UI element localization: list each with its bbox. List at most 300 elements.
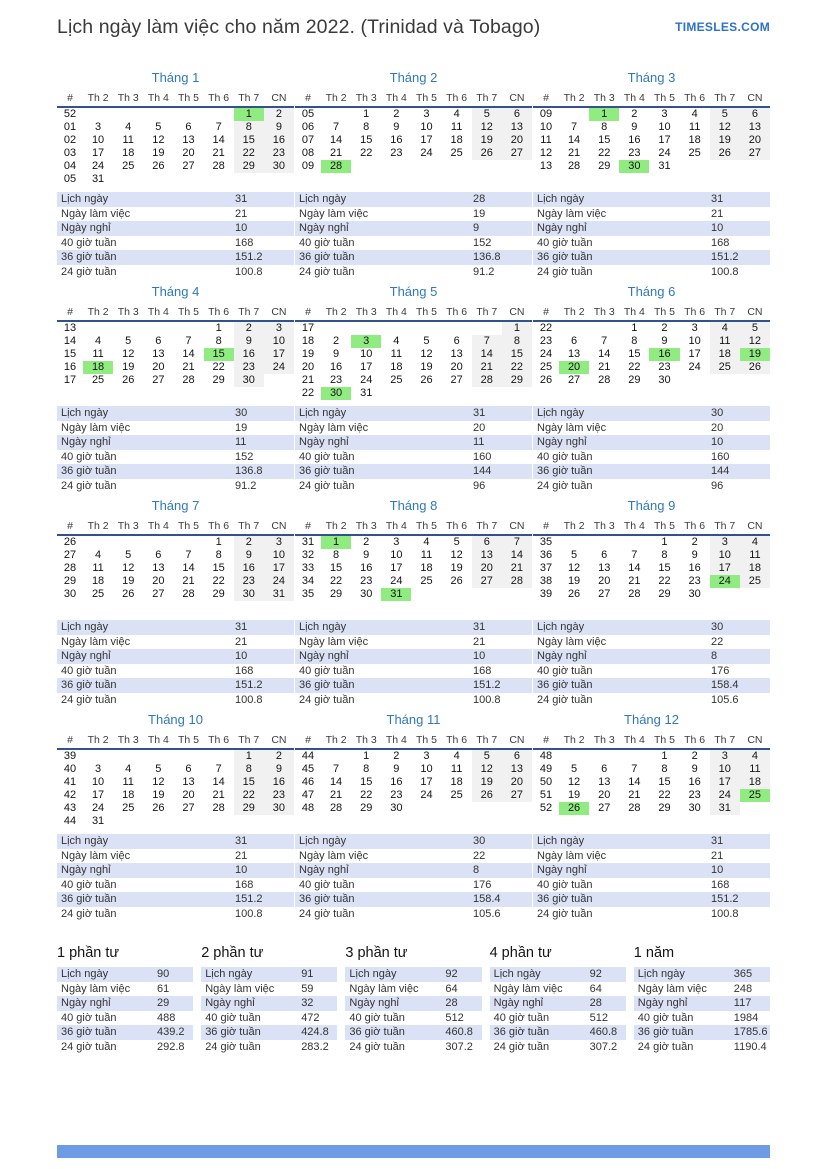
stat-row (57, 265, 294, 280)
stat-row (533, 849, 770, 864)
weekday-header: Th 4 (143, 733, 173, 749)
empty-day-cell (559, 749, 589, 763)
month-calendar (295, 733, 532, 815)
stat-row (533, 834, 770, 849)
stat-row (295, 421, 532, 436)
stat-label: 36 giờ tuần (299, 679, 355, 692)
stat-row (533, 678, 770, 693)
day-cell: 18 (122, 147, 135, 159)
day-cell: 12 (152, 776, 165, 788)
day-cell: 5 (125, 549, 132, 561)
stat-label: 40 giờ tuần (493, 1011, 550, 1024)
day-cell: 15 (658, 776, 671, 788)
week-row (57, 789, 294, 802)
weekday-header: Th 7 (472, 519, 502, 535)
stat-label: Ngày nghỉ (537, 436, 587, 449)
calendar-body (533, 107, 770, 173)
weekday-header: CN (264, 91, 294, 107)
day-cell: 9 (393, 121, 400, 133)
stat-value: 512 (589, 1011, 608, 1024)
week-number: 14 (63, 335, 77, 347)
stat-row (295, 863, 532, 878)
holiday-day-cell: 26 (559, 802, 589, 815)
stat-value: 91 (301, 968, 314, 981)
day-cell: 29 (234, 160, 264, 173)
stat-row (57, 479, 294, 494)
calendar-head (295, 519, 532, 535)
week-number: 32 (301, 549, 315, 561)
weekday-header: Th 5 (173, 519, 203, 535)
day-cell: 7 (185, 335, 192, 347)
weekday-header: Th 4 (381, 733, 411, 749)
week-row (295, 802, 532, 815)
day-cell: 17 (390, 562, 403, 574)
stat-row (490, 982, 626, 997)
empty-day-cell (381, 160, 411, 173)
day-cell: 1 (661, 750, 668, 762)
day-cell: 25 (688, 147, 701, 159)
month-block (533, 284, 770, 498)
weekday-header: Th 2 (321, 91, 351, 107)
stat-row (533, 878, 770, 893)
stat-label: 24 giờ tuần (61, 479, 117, 492)
day-cell: 9 (264, 121, 294, 134)
empty-day-cell (502, 588, 532, 601)
stat-value: 96 (711, 479, 724, 492)
day-cell: 16 (688, 562, 701, 574)
day-cell: 13 (502, 121, 532, 134)
stat-label: 36 giờ tuần (61, 465, 117, 478)
stat-label: 36 giờ tuần (537, 251, 593, 264)
stat-row (533, 863, 770, 878)
empty-day-cell (173, 321, 203, 335)
week-row (533, 749, 770, 763)
weekday-header: # (57, 91, 83, 107)
day-cell: 4 (125, 121, 132, 133)
day-cell: 13 (598, 562, 611, 574)
empty-day-cell (173, 173, 203, 186)
holiday-day-cell: 31 (381, 588, 411, 601)
stat-value: 30 (711, 621, 724, 634)
weekday-header: Th 5 (649, 305, 679, 321)
week-row (57, 335, 294, 348)
empty-day-cell (321, 749, 351, 763)
week-number: 15 (63, 348, 77, 360)
day-cell: 19 (122, 575, 135, 587)
stat-row (295, 620, 532, 635)
calendar-body (57, 107, 294, 186)
calendar-body (533, 535, 770, 601)
stat-value: 19 (473, 207, 486, 220)
day-cell: 11 (740, 549, 770, 562)
day-cell: 25 (122, 802, 135, 814)
stat-value: 21 (235, 207, 248, 220)
week-number: 42 (63, 789, 77, 801)
month-block (533, 498, 770, 712)
day-cell: 29 (212, 588, 225, 600)
stat-label: Ngày làm việc (299, 207, 369, 220)
weekday-header: Th 7 (710, 519, 740, 535)
week-row (533, 361, 770, 374)
stat-label: Lịch ngày (537, 621, 585, 634)
day-cell: 23 (390, 789, 403, 801)
stat-label: 24 giờ tuần (205, 1040, 261, 1053)
day-cell: 23 (628, 147, 641, 159)
stat-label: 24 giờ tuần (61, 265, 117, 278)
stat-value: 21 (235, 635, 248, 648)
stat-row (295, 265, 532, 280)
stat-value: 21 (473, 635, 486, 648)
calendar-body (533, 321, 770, 387)
day-cell: 25 (91, 588, 105, 600)
day-cell: 14 (502, 549, 532, 562)
stat-value: 11 (235, 436, 247, 449)
week-number: 25 (539, 361, 553, 373)
stat-value: 100.8 (235, 693, 263, 706)
stat-value: 30 (473, 835, 486, 848)
empty-day-cell (321, 107, 351, 121)
month-block (295, 498, 532, 712)
empty-day-cell (113, 535, 143, 549)
stat-label: Ngày nghỉ (61, 222, 111, 235)
stat-label: 24 giờ tuần (537, 265, 593, 278)
day-cell: 9 (691, 763, 698, 775)
month-block (295, 284, 532, 498)
stat-value: 31 (235, 193, 248, 206)
week-number: 39 (63, 750, 77, 762)
calendar-body (533, 749, 770, 815)
day-cell: 14 (472, 348, 502, 361)
week-number: 22 (301, 387, 315, 399)
day-cell: 13 (450, 348, 463, 360)
stat-value: 64 (589, 982, 602, 995)
stat-row (345, 967, 481, 982)
weekday-header: Th 2 (321, 305, 351, 321)
stat-value: 32 (301, 997, 314, 1010)
day-cell: 27 (567, 374, 581, 386)
week-number: 31 (301, 536, 315, 548)
stat-label: Ngày nghỉ (205, 997, 255, 1010)
month-block (533, 712, 770, 926)
day-cell: 11 (122, 776, 134, 788)
day-cell: 8 (234, 121, 264, 134)
stat-row (57, 649, 294, 664)
stat-row (57, 406, 294, 421)
stat-label: 36 giờ tuần (637, 1026, 694, 1039)
weekday-header: Th 6 (442, 733, 472, 749)
week-row (533, 107, 770, 121)
day-cell: 7 (631, 763, 638, 775)
day-cell: 15 (658, 562, 671, 574)
day-cell: 2 (691, 750, 698, 762)
day-cell: 9 (333, 348, 340, 360)
weekday-header: Th 7 (710, 305, 740, 321)
day-cell: 22 (502, 361, 532, 374)
stat-label: Lịch ngày (61, 968, 109, 981)
day-cell: 10 (710, 763, 740, 776)
stat-value: 19 (235, 421, 248, 434)
week-number: 07 (301, 134, 315, 146)
week-number: 06 (301, 121, 315, 133)
day-cell: 10 (658, 121, 671, 133)
stat-value: 151.2 (235, 251, 263, 264)
stat-value: 10 (235, 222, 248, 235)
empty-day-cell (204, 749, 234, 763)
stat-value: 152 (473, 236, 492, 249)
day-cell: 4 (740, 749, 770, 763)
week-number: 09 (301, 160, 315, 172)
holiday-day-cell: 20 (559, 361, 589, 374)
day-cell: 6 (502, 749, 532, 763)
day-cell: 5 (472, 749, 502, 763)
stat-value: 31 (235, 835, 248, 848)
stat-label: Ngày nghỉ (537, 222, 587, 235)
day-cell: 1 (234, 749, 264, 763)
day-cell: 6 (155, 335, 162, 347)
stat-value: 151.2 (711, 893, 739, 906)
stat-row (295, 678, 532, 693)
empty-day-cell (204, 107, 234, 121)
day-cell: 20 (182, 147, 195, 159)
stat-row (533, 406, 770, 421)
week-number: 40 (63, 763, 77, 775)
stat-label: 40 giờ tuần (537, 450, 593, 463)
day-cell: 20 (502, 776, 532, 789)
stat-label: Ngày làm việc (537, 849, 607, 862)
day-cell: 31 (264, 588, 294, 601)
day-cell: 4 (95, 549, 102, 561)
month-calendar (57, 305, 294, 387)
day-cell: 15 (502, 348, 532, 361)
stat-label: Ngày nghỉ (61, 864, 111, 877)
week-row (295, 160, 532, 173)
stats-table (57, 834, 294, 921)
day-cell: 17 (264, 562, 294, 575)
stat-label: Lịch ngày (205, 968, 253, 981)
empty-day-cell (113, 173, 143, 186)
summaries-row (57, 944, 770, 1054)
stat-value: 144 (473, 465, 492, 478)
stat-row (57, 878, 294, 893)
day-cell: 11 (92, 348, 104, 360)
stat-value: 160 (473, 450, 492, 463)
weekday-header: Th 2 (321, 733, 351, 749)
weekday-header: Th 2 (83, 733, 113, 749)
day-cell: 29 (658, 588, 671, 600)
stat-label: Ngày làm việc (537, 421, 607, 434)
empty-day-cell (83, 535, 113, 549)
stat-label: 36 giờ tuần (299, 893, 355, 906)
day-cell: 27 (182, 160, 195, 172)
day-cell: 29 (212, 374, 225, 386)
stat-value: 8 (711, 650, 718, 663)
empty-day-cell (559, 321, 589, 335)
empty-day-cell (83, 749, 113, 763)
day-cell: 15 (234, 776, 264, 789)
day-cell: 12 (122, 562, 135, 574)
weekday-header: Th 7 (234, 305, 264, 321)
week-row (57, 374, 294, 387)
summary-title: 3 phần tư (345, 945, 408, 961)
week-number: 26 (539, 374, 553, 386)
calendar-body (295, 321, 532, 400)
day-cell: 24 (91, 160, 105, 172)
day-cell: 3 (710, 749, 740, 763)
day-cell: 10 (264, 335, 294, 348)
stat-row (201, 982, 337, 997)
day-cell: 27 (472, 575, 502, 588)
calendar-head (57, 733, 294, 749)
empty-day-cell (143, 749, 173, 763)
stat-row (57, 635, 294, 650)
holiday-day-cell: 19 (740, 348, 770, 361)
empty-day-cell (589, 749, 619, 763)
day-cell: 27 (740, 147, 770, 160)
day-cell: 25 (710, 361, 740, 374)
day-cell: 2 (661, 322, 668, 334)
day-cell: 24 (710, 789, 740, 802)
week-number: 04 (63, 160, 77, 172)
stat-row (57, 834, 294, 849)
day-cell: 2 (264, 749, 294, 763)
weekday-header: Th 4 (381, 519, 411, 535)
day-cell: 8 (215, 335, 222, 347)
day-cell: 9 (234, 549, 264, 562)
stat-row (634, 982, 770, 997)
day-cell: 21 (502, 562, 532, 575)
stat-value: 22 (473, 849, 486, 862)
day-cell: 20 (502, 134, 532, 147)
day-cell: 8 (363, 763, 370, 775)
week-row (533, 335, 770, 348)
day-cell: 2 (393, 108, 400, 120)
day-cell: 26 (472, 147, 502, 160)
day-cell: 22 (360, 147, 373, 159)
stat-value: 424.8 (301, 1026, 329, 1039)
day-cell: 8 (333, 549, 340, 561)
summary-title: 1 phần tư (57, 945, 120, 961)
day-cell: 13 (472, 549, 502, 562)
day-cell: 21 (329, 147, 343, 159)
empty-day-cell (411, 588, 441, 601)
day-cell: 28 (502, 575, 532, 588)
stat-row (295, 406, 532, 421)
day-cell: 8 (502, 335, 532, 348)
stat-row (295, 464, 532, 479)
day-cell: 30 (234, 588, 264, 601)
weekday-header: Th 6 (204, 91, 234, 107)
weekday-header-row (533, 305, 770, 321)
week-number: 29 (63, 575, 77, 587)
day-cell: 10 (420, 121, 433, 133)
holiday-day-cell: 30 (321, 387, 351, 400)
day-cell: 26 (420, 374, 433, 386)
week-number: 12 (539, 147, 553, 159)
day-cell: 11 (740, 763, 770, 776)
day-cell: 10 (360, 348, 373, 360)
stat-label: 36 giờ tuần (349, 1026, 405, 1039)
day-cell: 13 (598, 776, 611, 788)
empty-day-cell (710, 374, 740, 387)
calendar-body (295, 535, 532, 601)
stat-row (533, 635, 770, 650)
day-cell: 17 (420, 134, 433, 146)
day-cell: 20 (598, 575, 611, 587)
day-cell: 16 (628, 134, 641, 146)
day-cell: 28 (628, 588, 641, 600)
day-cell: 10 (91, 776, 105, 788)
day-cell: 23 (360, 575, 373, 587)
stat-label: 36 giờ tuần (61, 679, 117, 692)
day-cell: 7 (185, 549, 192, 561)
stat-label: 40 giờ tuần (537, 236, 593, 249)
stat-row (57, 664, 294, 679)
empty-day-cell (680, 374, 710, 387)
stat-value: 168 (235, 878, 254, 891)
week-number: 49 (539, 763, 553, 775)
week-number: 52 (63, 108, 77, 120)
day-cell: 3 (264, 535, 294, 549)
empty-day-cell (264, 815, 294, 828)
stat-row (533, 450, 770, 465)
week-row (533, 763, 770, 776)
weekday-header: Th 2 (559, 305, 589, 321)
stat-row (634, 1011, 770, 1026)
day-cell: 2 (393, 750, 400, 762)
week-number: 18 (301, 335, 315, 347)
stat-row (57, 996, 193, 1011)
day-cell: 24 (420, 789, 433, 801)
day-cell: 1 (363, 750, 370, 762)
weekday-header: Th 3 (589, 733, 619, 749)
stat-row (634, 1040, 770, 1055)
empty-day-cell (143, 815, 173, 828)
day-cell: 18 (390, 361, 403, 373)
day-cell: 5 (571, 549, 578, 561)
empty-day-cell (113, 321, 143, 335)
stat-label: Ngày nghỉ (61, 436, 111, 449)
site-link[interactable]: TIMESLES.COM (675, 20, 770, 34)
stat-value: 151.2 (711, 251, 739, 264)
day-cell: 3 (264, 321, 294, 335)
weekday-header: Th 6 (680, 519, 710, 535)
day-cell: 23 (234, 361, 264, 374)
day-cell: 31 (710, 802, 740, 815)
stat-value: 439.2 (157, 1026, 185, 1039)
stat-label: Ngày nghỉ (61, 650, 111, 663)
empty-day-cell (173, 749, 203, 763)
day-cell: 27 (502, 147, 532, 160)
day-cell: 21 (472, 361, 502, 374)
month-title: Tháng 10 (148, 712, 203, 727)
week-row (533, 160, 770, 173)
month-block (57, 70, 294, 284)
stat-label: 40 giờ tuần (61, 878, 117, 891)
calendar-body (57, 535, 294, 601)
weekday-header: CN (264, 733, 294, 749)
day-cell: 5 (472, 107, 502, 121)
week-row (533, 134, 770, 147)
day-cell: 13 (567, 348, 581, 360)
stat-label: 40 giờ tuần (205, 1011, 261, 1024)
stat-label: Ngày làm việc (493, 982, 563, 995)
day-cell: 20 (152, 361, 165, 373)
stat-label: Lịch ngày (493, 968, 541, 981)
weekday-header: Th 4 (143, 519, 173, 535)
week-number: 05 (301, 108, 315, 120)
stat-label: Ngày nghỉ (299, 222, 349, 235)
stats-table (57, 967, 193, 1054)
